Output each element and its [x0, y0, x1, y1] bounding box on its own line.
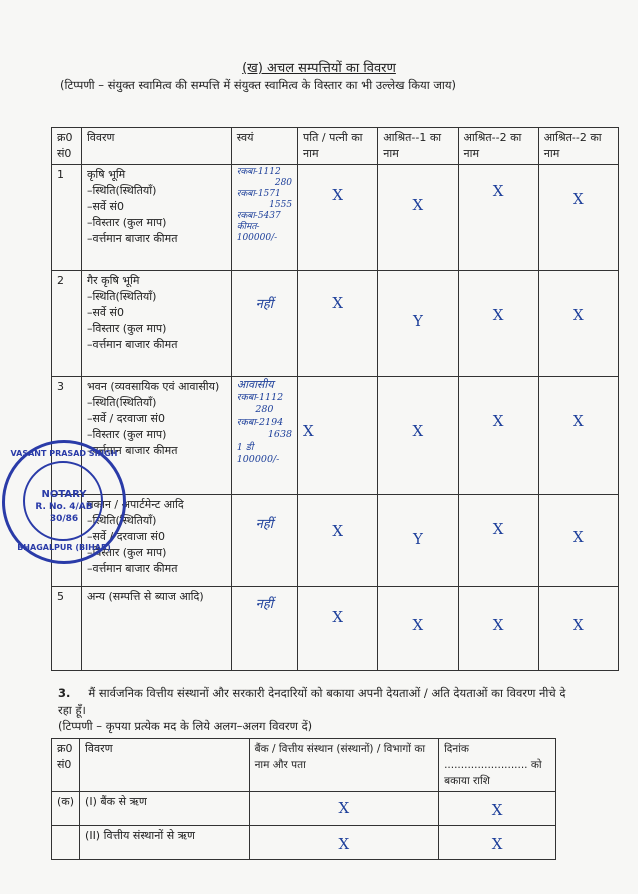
header-sn: क्र0 सं0: [52, 128, 82, 165]
header-dependent-2: आश्रित--2 का नाम: [458, 128, 538, 165]
liabilities-table: [51, 738, 556, 860]
table-row: [52, 495, 619, 587]
row-description: (II) वित्तीय संस्थानों से ऋण: [80, 826, 250, 860]
self-handwritten: नहीं: [231, 587, 297, 671]
self-handwritten: [231, 165, 297, 271]
self-handwritten: नहीं: [231, 495, 297, 587]
table-row: [52, 826, 556, 860]
mark-dependent-3: X: [538, 271, 618, 377]
handwritten-line: रकबा-1112: [236, 391, 284, 403]
paragraph-text: मैं सार्वजनिक वित्तीय संस्थानों और सरकारी देनदारियों को बकाया अपनी देयताओं / अति देयताओं का विवरण नीचे दे रहा हूँ।: [58, 686, 566, 717]
desc-line: –विस्तार (कुल माप): [86, 322, 167, 335]
table-row: [52, 587, 619, 671]
mark-dependent-1: X: [378, 165, 458, 271]
row-description: (I) बैंक से ऋण: [80, 792, 250, 826]
desc-line: –सर्वे / दरवाजा सं0: [86, 412, 165, 425]
handwritten-line: कीमत-: [236, 222, 260, 232]
desc-line: –सर्वे / दरवाजा सं0: [86, 530, 165, 543]
immovable-assets-table: [51, 127, 619, 671]
desc-line: –वर्त्तमान बाजार कीमत: [86, 562, 178, 575]
header-amount-due: दिनांक ......................... को बकाया राशि: [439, 739, 556, 792]
handwritten-line: रकबा-5437: [236, 211, 281, 221]
notary-stamp: [2, 440, 126, 564]
row-description: [81, 165, 231, 271]
mark-dependent-2: X: [458, 165, 538, 271]
mark-amount: X: [439, 792, 556, 826]
mark-dependent-3: X: [538, 587, 618, 671]
self-handwritten: [231, 377, 297, 495]
desc-line: –सर्वे सं0: [86, 200, 124, 213]
table-row: [52, 271, 619, 377]
mark-dependent-3: X: [538, 165, 618, 271]
header-description: विवरण: [80, 739, 250, 792]
desc-line: मकान / अपार्टमेन्ट आदि: [86, 498, 184, 511]
mark-spouse: X: [298, 165, 378, 271]
header-bank: बैंक / वित्तीय संस्थान (संस्थानों) / विभागों का नाम और पता: [249, 739, 439, 792]
mark-dependent-2: X: [458, 587, 538, 671]
header-sn: क्र0 सं0: [52, 739, 80, 792]
desc-line: गैर कृषि भूमि: [86, 274, 140, 287]
mark-spouse: X: [298, 587, 378, 671]
table-row: [52, 792, 556, 826]
mark-dependent-1: X: [378, 377, 458, 495]
row-sn: 5: [52, 587, 82, 671]
note-joint-ownership: (टिप्पणी – संयुक्त स्वामित्व की सम्पत्ति में संयुक्त स्वामित्व के विस्तार का भी उल्लेख किया जाय): [60, 78, 457, 92]
desc-line: –वर्त्तमान बाजार कीमत: [86, 444, 178, 457]
mark-dependent-2: X: [458, 271, 538, 377]
row-sn: 1: [52, 165, 82, 271]
stamp-ring-bottom-text: BHAGALPUR (BIHAR): [17, 543, 111, 552]
handwritten-line: 280: [274, 178, 293, 188]
mark-dependent-1: X: [378, 587, 458, 671]
desc-line: –स्थिति(स्थितियाँ): [86, 514, 157, 527]
desc-line: –वर्त्तमान बाजार कीमत: [86, 232, 178, 245]
paragraph-3: [58, 685, 578, 719]
handwritten-line: रकबा-1571: [236, 189, 281, 199]
table-header-row: [52, 128, 619, 165]
table-row: [52, 377, 619, 495]
desc-line: –विस्तार (कुल माप): [86, 546, 167, 559]
mark-dependent-2: X: [458, 495, 538, 587]
mark-dependent-3: X: [538, 377, 618, 495]
mark-dependent-1: Y: [378, 495, 458, 587]
mark-bank: X: [249, 792, 439, 826]
desc-line: –स्थिति(स्थितियाँ): [86, 396, 157, 409]
row-sn: (क): [52, 792, 80, 826]
stamp-line-1: NOTARY: [41, 489, 87, 500]
table-row: [52, 165, 619, 271]
mark-dependent-2: X: [458, 377, 538, 495]
self-handwritten: नहीं: [231, 271, 297, 377]
mark-spouse: X: [298, 271, 378, 377]
mark-spouse: X: [298, 495, 378, 587]
row-sn: 2: [52, 271, 82, 377]
desc-line: –स्थिति(स्थितियाँ): [86, 184, 157, 197]
desc-line: –सर्वे सं0: [86, 306, 124, 319]
row-sn: [52, 826, 80, 860]
row-description: [81, 271, 231, 377]
header-dependent-1: आश्रित--1 का नाम: [378, 128, 458, 165]
mark-bank: X: [249, 826, 439, 860]
desc-line: कृषि भूमि: [86, 168, 126, 181]
header-spouse: पति / पत्नी का नाम: [298, 128, 378, 165]
desc-line: –स्थिति(स्थितियाँ): [86, 290, 157, 303]
handwritten-line: 280: [255, 404, 274, 415]
handwritten-line: 100000/-: [236, 233, 278, 243]
row-description: अन्य (सम्पत्ति से ब्याज आदि): [81, 587, 231, 671]
handwritten-line: आवासीय: [236, 378, 274, 391]
desc-line: भवन (व्यवसायिक एवं आवासीय): [86, 380, 220, 393]
handwritten-line: 1 डी: [236, 441, 254, 453]
stamp-ring-top-text: VASANT PRASAD SINGH: [10, 449, 118, 458]
mark-amount: X: [439, 826, 556, 860]
mark-spouse: X: [298, 377, 378, 495]
desc-line: –वर्त्तमान बाजार कीमत: [86, 338, 178, 351]
handwritten-line: 1638: [267, 429, 293, 440]
paragraph-number: 3.: [58, 686, 71, 700]
stamp-line-3: 30/86: [49, 514, 79, 524]
note-separate-details: (टिप्पणी – कृपया प्रत्येक मद के लिये अलग–अलग विवरण दें): [58, 719, 313, 733]
section-title: (ख) अचल सम्पत्तियों का विवरण: [242, 61, 396, 76]
handwritten-line: रकबा-2194: [236, 416, 284, 428]
handwritten-line: रकबा-1112: [236, 167, 281, 177]
stamp-inner-ring: [23, 461, 103, 541]
header-description: विवरण: [81, 128, 231, 165]
handwritten-line: 1555: [269, 200, 293, 210]
handwritten-line: 100000/-: [236, 454, 280, 465]
stamp-line-2: R. No. 4/AB: [35, 502, 93, 512]
row-sn: 3: [52, 377, 82, 495]
table-header-row: [52, 739, 556, 792]
desc-line: –विस्तार (कुल माप): [86, 428, 167, 441]
mark-dependent-1: Y: [378, 271, 458, 377]
desc-line: –विस्तार (कुल माप): [86, 216, 167, 229]
header-dependent-3: आश्रित--2 का नाम: [538, 128, 618, 165]
header-self: स्वयं: [231, 128, 297, 165]
mark-dependent-3: X: [538, 495, 618, 587]
